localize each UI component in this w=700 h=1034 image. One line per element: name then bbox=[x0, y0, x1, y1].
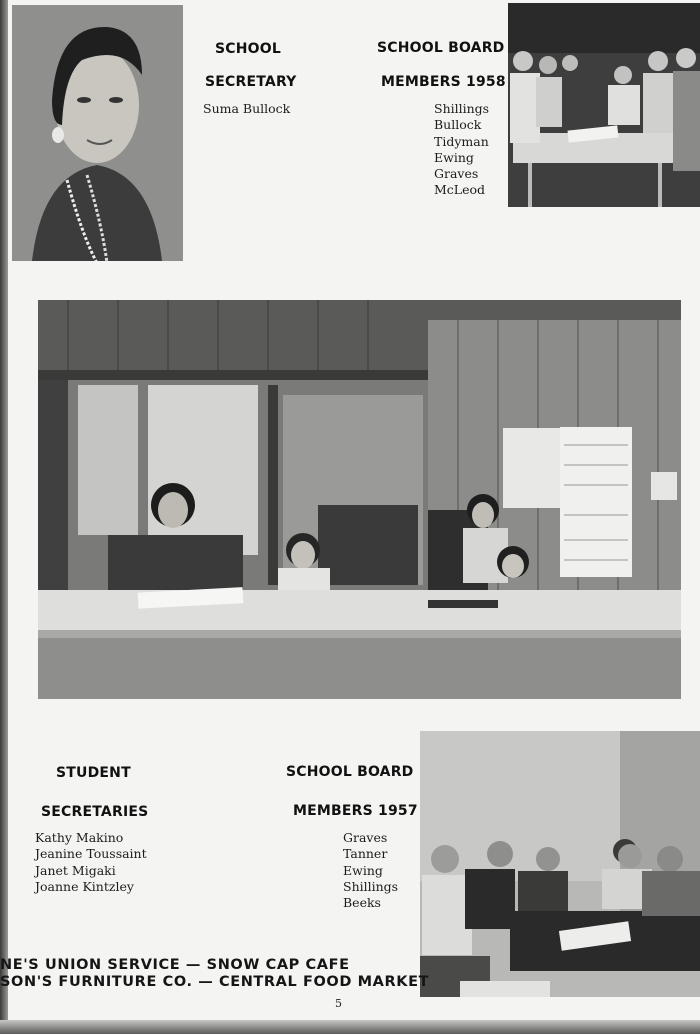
board-1958-illustration bbox=[508, 3, 700, 207]
secretary-portrait-photo bbox=[12, 5, 183, 261]
board-1958-member: Shillings bbox=[434, 101, 490, 116]
student-secretaries-heading-line2: SECRETARIES bbox=[41, 804, 149, 820]
board-1958-member: McLeod bbox=[434, 182, 486, 198]
board-1957-illustration bbox=[420, 731, 700, 997]
board-1958-member-list bbox=[434, 101, 489, 199]
school-secretary-heading-line2: SECRETARY bbox=[205, 74, 297, 90]
student-secretary-name: Kathy Makino bbox=[35, 830, 124, 845]
board-1958-member: Bullock bbox=[434, 117, 482, 133]
page-binding-edge bbox=[0, 0, 8, 1034]
school-secretary-name: Suma Bullock bbox=[203, 101, 291, 116]
student-secretaries-heading-line1: STUDENT bbox=[56, 765, 131, 781]
board-1958-member: Ewing bbox=[434, 149, 474, 165]
board-1957-member: Ewing bbox=[343, 862, 383, 878]
board-1958-heading-line1: SCHOOL BOARD bbox=[377, 40, 505, 56]
student-secretaries-list bbox=[35, 830, 147, 895]
board-1958-member: Graves bbox=[434, 166, 479, 182]
sponsor-ad-line-2: SON'S FURNITURE CO. — CENTRAL FOOD MARKET bbox=[0, 974, 430, 990]
board-1957-heading-line2: MEMBERS 1957 bbox=[293, 803, 418, 819]
board-1957-member: Shillings bbox=[343, 878, 399, 894]
office-illustration bbox=[38, 300, 681, 699]
board-1957-member: Tanner bbox=[343, 846, 388, 862]
board-1958-heading-line2: MEMBERS 1958 bbox=[381, 74, 506, 90]
student-secretary-name: Jeanine Toussaint bbox=[35, 846, 147, 862]
student-secretary-name: Joanne Kintzley bbox=[35, 878, 134, 894]
page-bottom-edge bbox=[0, 1020, 700, 1034]
portrait-illustration bbox=[12, 5, 183, 261]
board-1957-member: Beeks bbox=[343, 895, 381, 911]
board-1957-member: Graves bbox=[343, 830, 388, 845]
school-office-photo bbox=[38, 300, 681, 699]
board-1958-meeting-photo bbox=[508, 3, 700, 207]
board-1957-member-list bbox=[343, 830, 398, 911]
board-1957-meeting-photo bbox=[420, 731, 700, 997]
board-1957-heading-line1: SCHOOL BOARD bbox=[286, 764, 414, 780]
page-number: 5 bbox=[335, 997, 342, 1010]
sponsor-ad-line-1: NE'S UNION SERVICE — SNOW CAP CAFE bbox=[0, 957, 350, 973]
school-secretary-heading-line1: SCHOOL bbox=[215, 41, 281, 57]
board-1958-member: Tidyman bbox=[434, 133, 489, 149]
student-secretary-name: Janet Migaki bbox=[35, 862, 116, 878]
